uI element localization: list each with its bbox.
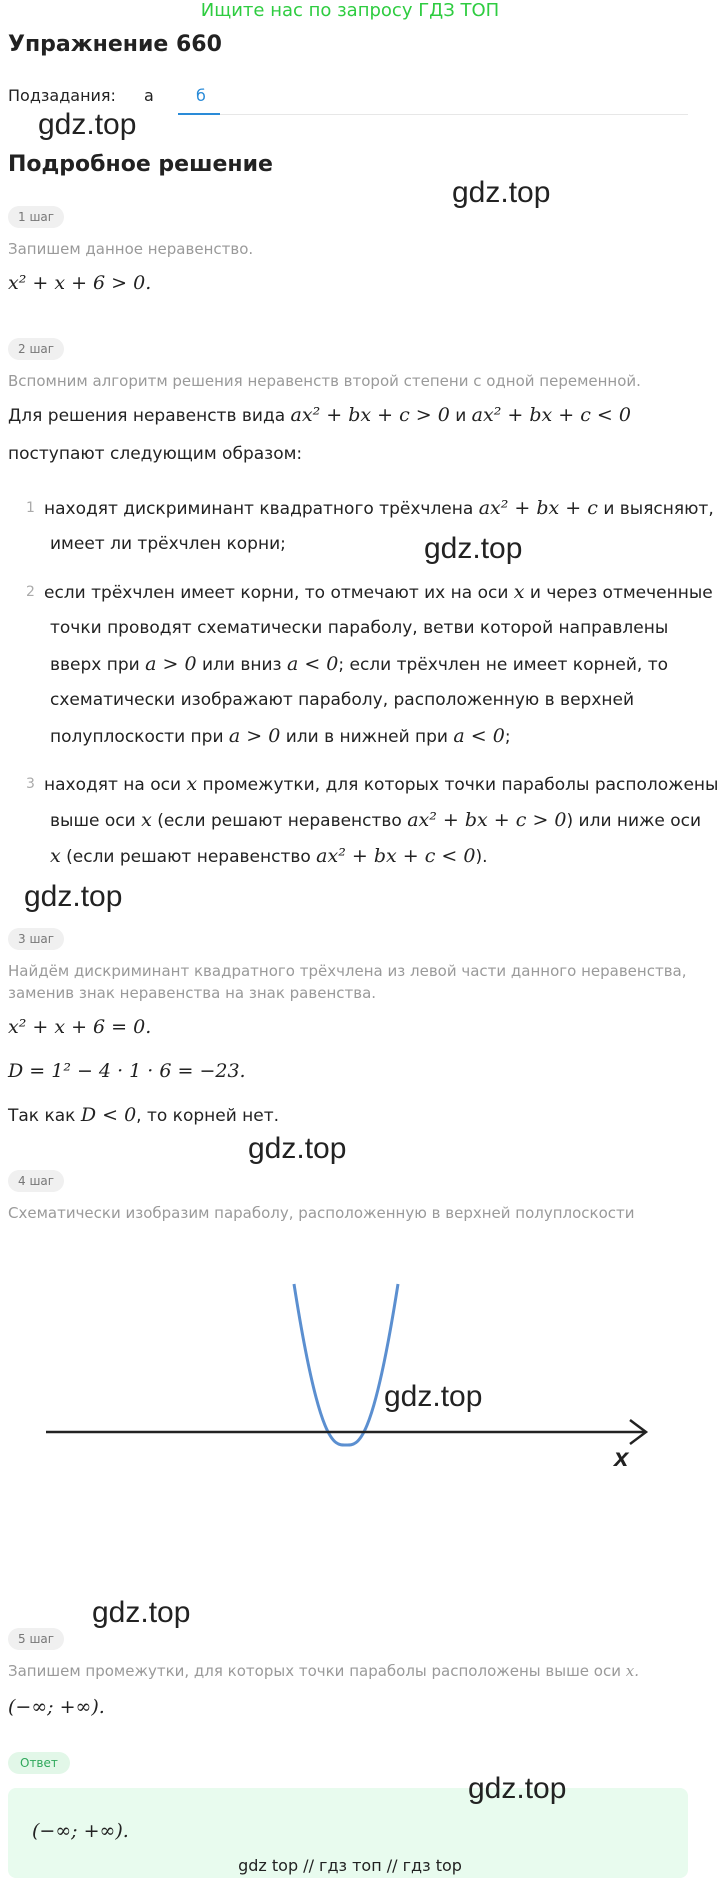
formula: x² + x + 6 = 0. (8, 1016, 152, 1038)
list-item-line: схематически изображают параболу, расположенную в верхней (50, 690, 635, 710)
step-badge: 4 шаг (8, 1170, 64, 1192)
formula: D = 1² − 4 · 1 · 6 = −23. (8, 1060, 246, 1082)
tabs-divider (178, 114, 688, 115)
watermark: gdz.top (248, 1132, 347, 1165)
formula: x² + x + 6 > 0. (8, 272, 152, 294)
list-number: 2 (26, 584, 35, 600)
step-hint: Найдём дискриминант квадратного трёхчлена из левой части данного неравенства, (8, 962, 687, 980)
list-item: находят на оси x промежутки, для которых точки параболы расположены (44, 773, 718, 795)
list-number: 3 (26, 776, 35, 792)
list-item-line: выше оси x (если решают неравенство ax² + bx + c > 0) или ниже оси (50, 809, 702, 831)
parabola-curve (294, 1284, 398, 1445)
list-item-line: вверх при a > 0 или вниз a < 0; если трёхчлен не имеет корней, то (50, 653, 668, 675)
step-hint: Схематически изобразим параболу, расположенную в верхней полуплоскости (8, 1204, 635, 1222)
step-badge: 3 шаг (8, 928, 64, 950)
answer-badge: Ответ (8, 1752, 70, 1774)
answer-formula: (−∞; +∞). (32, 1820, 129, 1842)
watermark: gdz.top (424, 532, 523, 565)
intro-line: Для решения неравенств вида ax² + bx + c > 0 и ax² + bx + c < 0 (8, 404, 631, 426)
watermark: gdz.top (468, 1772, 567, 1805)
watermark: gdz.top (92, 1596, 191, 1629)
step-badge: 5 шаг (8, 1628, 64, 1650)
conclusion: Так как D < 0, то корней нет. (8, 1104, 280, 1126)
step-hint: Запишем данное неравенство. (8, 240, 254, 258)
section-title: Подробное решение (8, 152, 273, 177)
step-badge: 1 шаг (8, 206, 64, 228)
step-hint: Запишем промежутки, для которых точки параболы расположены выше оси x. (8, 1662, 639, 1680)
tab-a[interactable]: а (144, 86, 154, 105)
tab-b[interactable]: б (196, 86, 206, 105)
subtasks-label: Подзадания: (8, 86, 116, 105)
watermark: gdz.top (384, 1380, 483, 1413)
x-axis-label: x (614, 1442, 629, 1472)
active-tab-indicator (178, 113, 220, 115)
parabola-diagram (0, 1270, 700, 1490)
step-badge: 2 шаг (8, 338, 64, 360)
list-item: находят дискриминант квадратного трёхчлена ax² + bx + c и выясняют, (44, 497, 714, 519)
intro-line: поступают следующим образом: (8, 444, 303, 464)
list-item-line: полуплоскости при a > 0 или в нижней при a < 0; (50, 725, 511, 747)
watermark: gdz.top (452, 176, 551, 209)
list-item-line: имеет ли трёхчлен корни; (50, 534, 286, 554)
list-number: 1 (26, 500, 35, 516)
page-title: Упражнение 660 (8, 32, 222, 57)
watermark: gdz.top (24, 880, 123, 913)
list-item-line: точки проводят схематически параболу, ветви которой направлены (50, 618, 669, 638)
list-item: если трёхчлен имеет корни, то отмечают их на оси x и через отмеченные (44, 581, 713, 603)
list-item-line: x (если решают неравенство ax² + bx + c < 0). (50, 845, 488, 867)
watermark: gdz.top (38, 108, 137, 141)
step-hint: заменив знак неравенства на знак равенства. (8, 984, 377, 1002)
step-hint: Вспомним алгоритм решения неравенств второй степени с одной переменной. (8, 372, 641, 390)
formula: (−∞; +∞). (8, 1696, 105, 1718)
footer-links[interactable]: gdz top // гдз топ // гдз top (238, 1856, 462, 1875)
promo-banner: Ищите нас по запросу ГДЗ ТОП (200, 0, 500, 21)
